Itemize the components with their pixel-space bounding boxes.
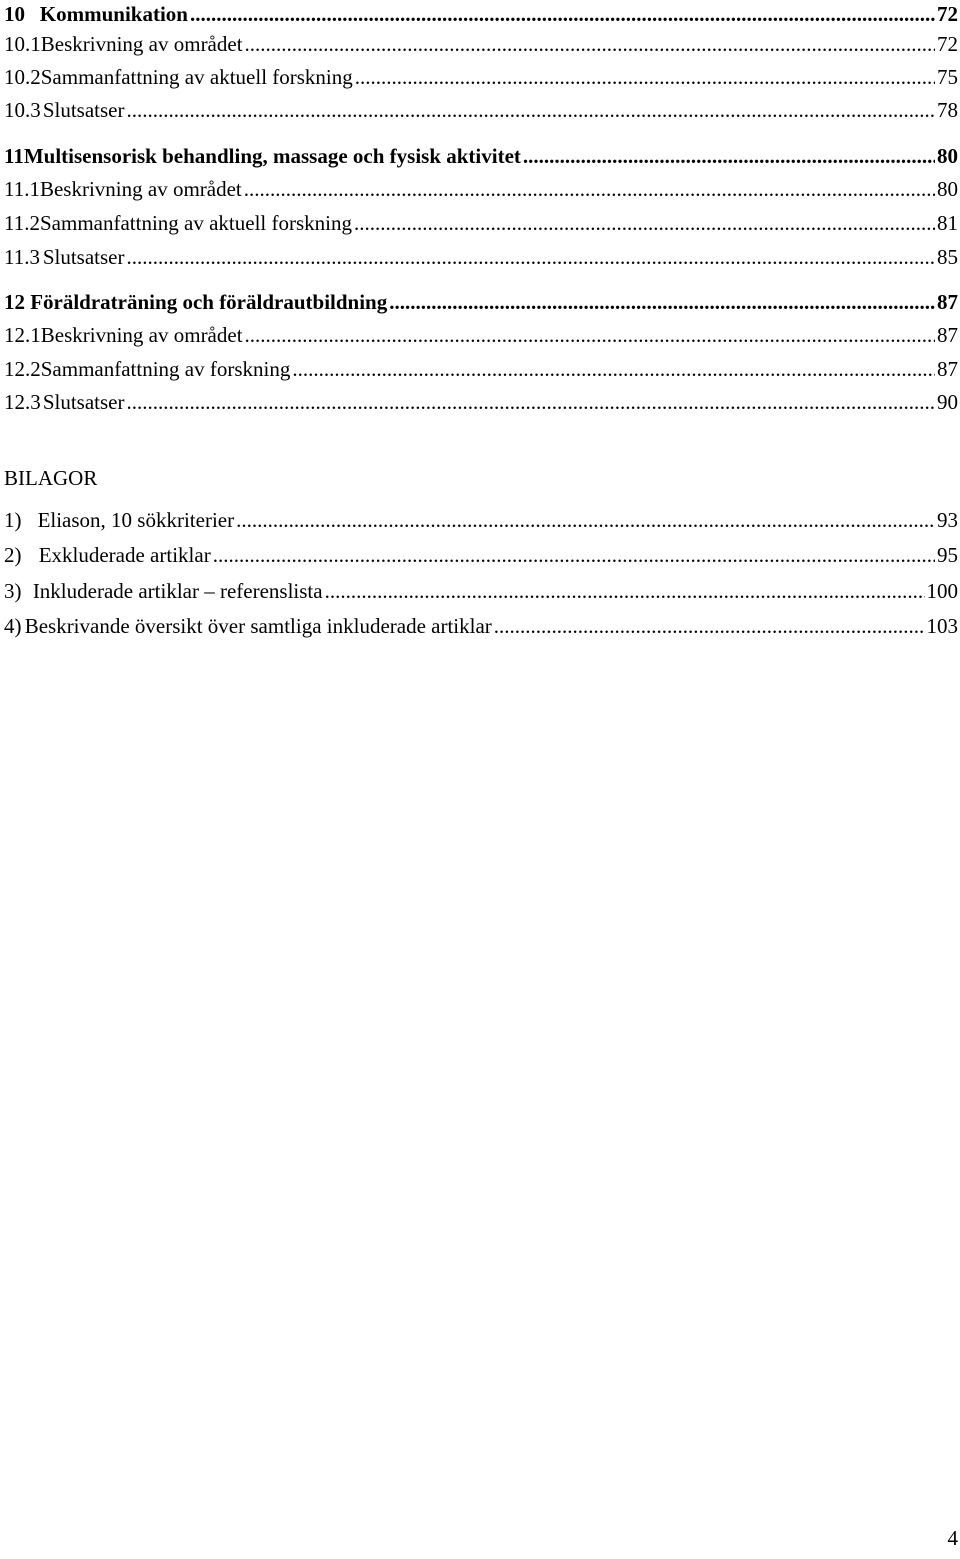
dot-leader [127,243,936,271]
toc-entry-number: 12.1 [4,323,41,347]
toc-entry-chapter[interactable] [0,142,960,170]
toc-entry-page: 75 [937,65,958,89]
toc-entry-title: Multisensorisk behandling, massage och fysisk aktivitet [23,144,521,168]
appendix-page: 100 [926,579,958,603]
toc-entry-section[interactable] [0,30,960,58]
toc-entry-number: 11 [4,144,24,168]
toc-entry-page: 78 [937,98,958,122]
appendix-number: 1) [4,508,22,532]
appendix-number: 2) [4,543,22,567]
toc-entry-number: 11.3 [4,245,40,269]
appendix-entry[interactable] [0,577,960,605]
appendix-entry[interactable] [0,541,960,569]
toc-entry-section[interactable] [0,96,960,124]
toc-entry-section[interactable] [0,243,960,271]
toc-entry-chapter[interactable] [0,288,960,316]
dot-leader [292,355,935,383]
toc-entry-section[interactable] [0,63,960,91]
appendix-title: Beskrivande översikt över samtliga inkluderade artiklar [24,614,492,638]
toc-entry-page: 90 [937,390,958,414]
toc-entry-number: 10.3 [4,98,41,122]
toc-entry-number: 10 [4,2,25,26]
toc-entry-number: 10.1 [4,32,41,56]
dot-leader [523,142,935,170]
toc-entry-number: 12.3 [4,390,41,414]
toc-entry-title: Beskrivning av området [40,323,243,347]
toc-entry-title: Beskrivning av området [39,177,242,201]
toc-entry-number: 10.2 [4,65,41,89]
toc-entry-title: Slutsatser [42,98,125,122]
toc-entry-title: Kommunikation [39,2,188,26]
toc-entry-section[interactable] [0,175,960,203]
appendix-title: Inkluderade artiklar – referenslista [32,579,323,603]
toc-entry-number: 11.2 [4,211,40,235]
appendix-number: 3) [4,579,22,603]
toc-entry-number: 12 [4,290,25,314]
dot-leader [190,0,935,28]
toc-entry-title: Föräldraträning och föräldrautbildning [30,290,388,314]
appendix-title: Exkluderade artiklar [38,543,211,567]
appendix-page: 95 [937,543,958,567]
appendix-page: 103 [926,614,958,638]
appendix-number: 4) [4,614,22,638]
toc-entry-title: Slutsatser [42,390,125,414]
toc-entry-page: 87 [937,290,958,314]
dot-leader [354,209,935,237]
dot-leader [355,63,935,91]
dot-leader [127,96,936,124]
appendices-heading: BILAGOR [4,466,98,490]
appendix-entry[interactable] [0,506,960,534]
toc-entry-page: 72 [937,32,958,56]
dot-leader [494,612,925,640]
toc-entry-number: 11.1 [4,177,40,201]
dot-leader [245,30,935,58]
toc-entry-title: Beskrivning av området [40,32,243,56]
toc-entry-page: 81 [937,211,958,235]
dot-leader [245,321,935,349]
dot-leader [127,388,936,416]
toc-entry-title: Slutsatser [42,245,125,269]
toc-entry-title: Sammanfattning av aktuell forskning [40,65,353,89]
toc-entry-chapter[interactable] [0,0,960,28]
appendix-title: Eliason, 10 sökkriterier [37,508,235,532]
dot-leader [213,541,935,569]
toc-entry-number: 12.2 [4,357,41,381]
dot-leader [389,288,935,316]
dot-leader [236,506,935,534]
dot-leader [244,175,935,203]
toc-entry-section[interactable] [0,388,960,416]
toc-entry-section[interactable] [0,209,960,237]
toc-entry-page: 80 [937,144,958,168]
toc-entry-title: Sammanfattning av aktuell forskning [39,211,353,235]
toc-entry-section[interactable] [0,321,960,349]
toc-entry-page: 80 [937,177,958,201]
dot-leader [325,577,925,605]
toc-entry-page: 87 [937,357,958,381]
toc-entry-title: Sammanfattning av forskning [40,357,291,381]
toc-entry-page: 87 [937,323,958,347]
appendix-entry[interactable] [0,612,960,640]
toc-entry-section[interactable] [0,355,960,383]
appendix-page: 93 [937,508,958,532]
toc-entry-page: 85 [937,245,958,269]
toc-entry-page: 72 [937,2,958,26]
page-number: 4 [947,1526,958,1550]
